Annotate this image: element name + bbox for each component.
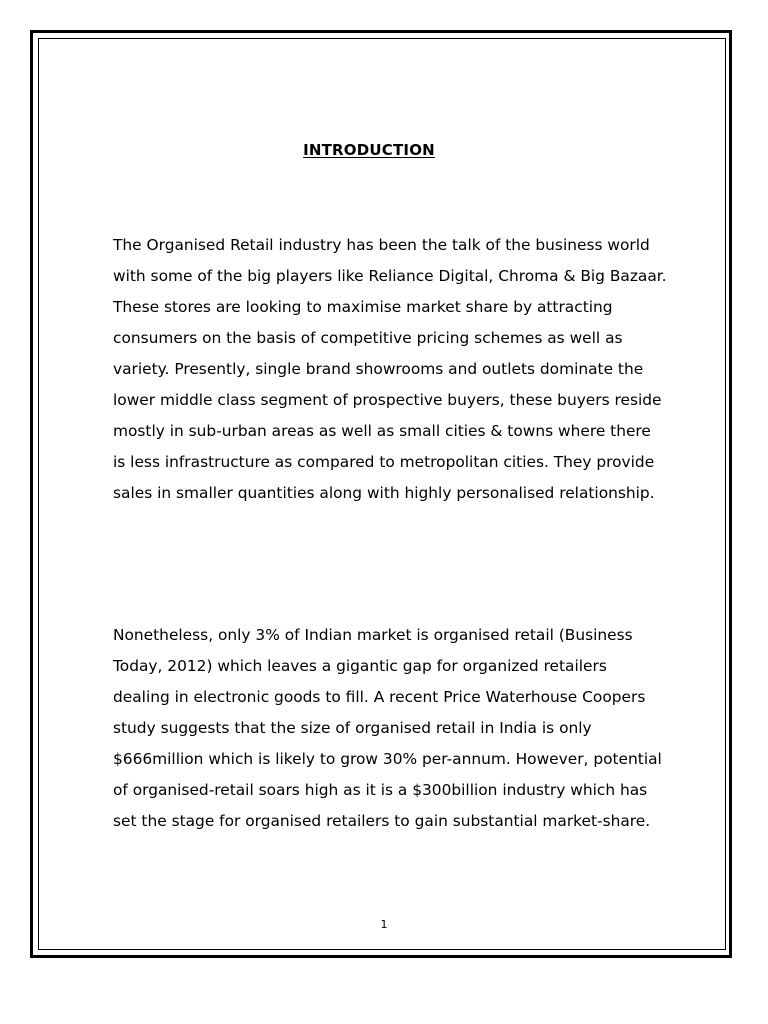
page-number: 1 [380,918,388,931]
paragraph-1: The Organised Retail industry has been the talk of the business world with some of the big players like Reliance Digital, Chroma & Big Bazaar. These stores are looking to maximise market share by attracting consumers on the basis of competitive pricing schemes as well as variety. Presently, single brand showrooms and outlets dominate the lower middle class segment of prospective buyers, these buyers reside mostly in sub-urban areas as well as small cities & towns where there is less infrastructure as compared to metropolitan cities. They provide sales in smaller quantities along with highly personalised relationship. [113,236,667,502]
page-title: INTRODUCTION [303,141,435,159]
paragraph-2: Nonetheless, only 3% of Indian market is organised retail (Business Today, 2012) which leaves a gigantic gap for organized retailers dealing in electronic goods to fill. A recent Price Waterhouse Coopers study suggests that the size of organised retail in India is only $666million which is likely to grow 30% per-annum. However, potential of organised-retail soars high as it is a $300billion industry which has set the stage for organised retailers to gain substantial market-share. [113,626,662,830]
